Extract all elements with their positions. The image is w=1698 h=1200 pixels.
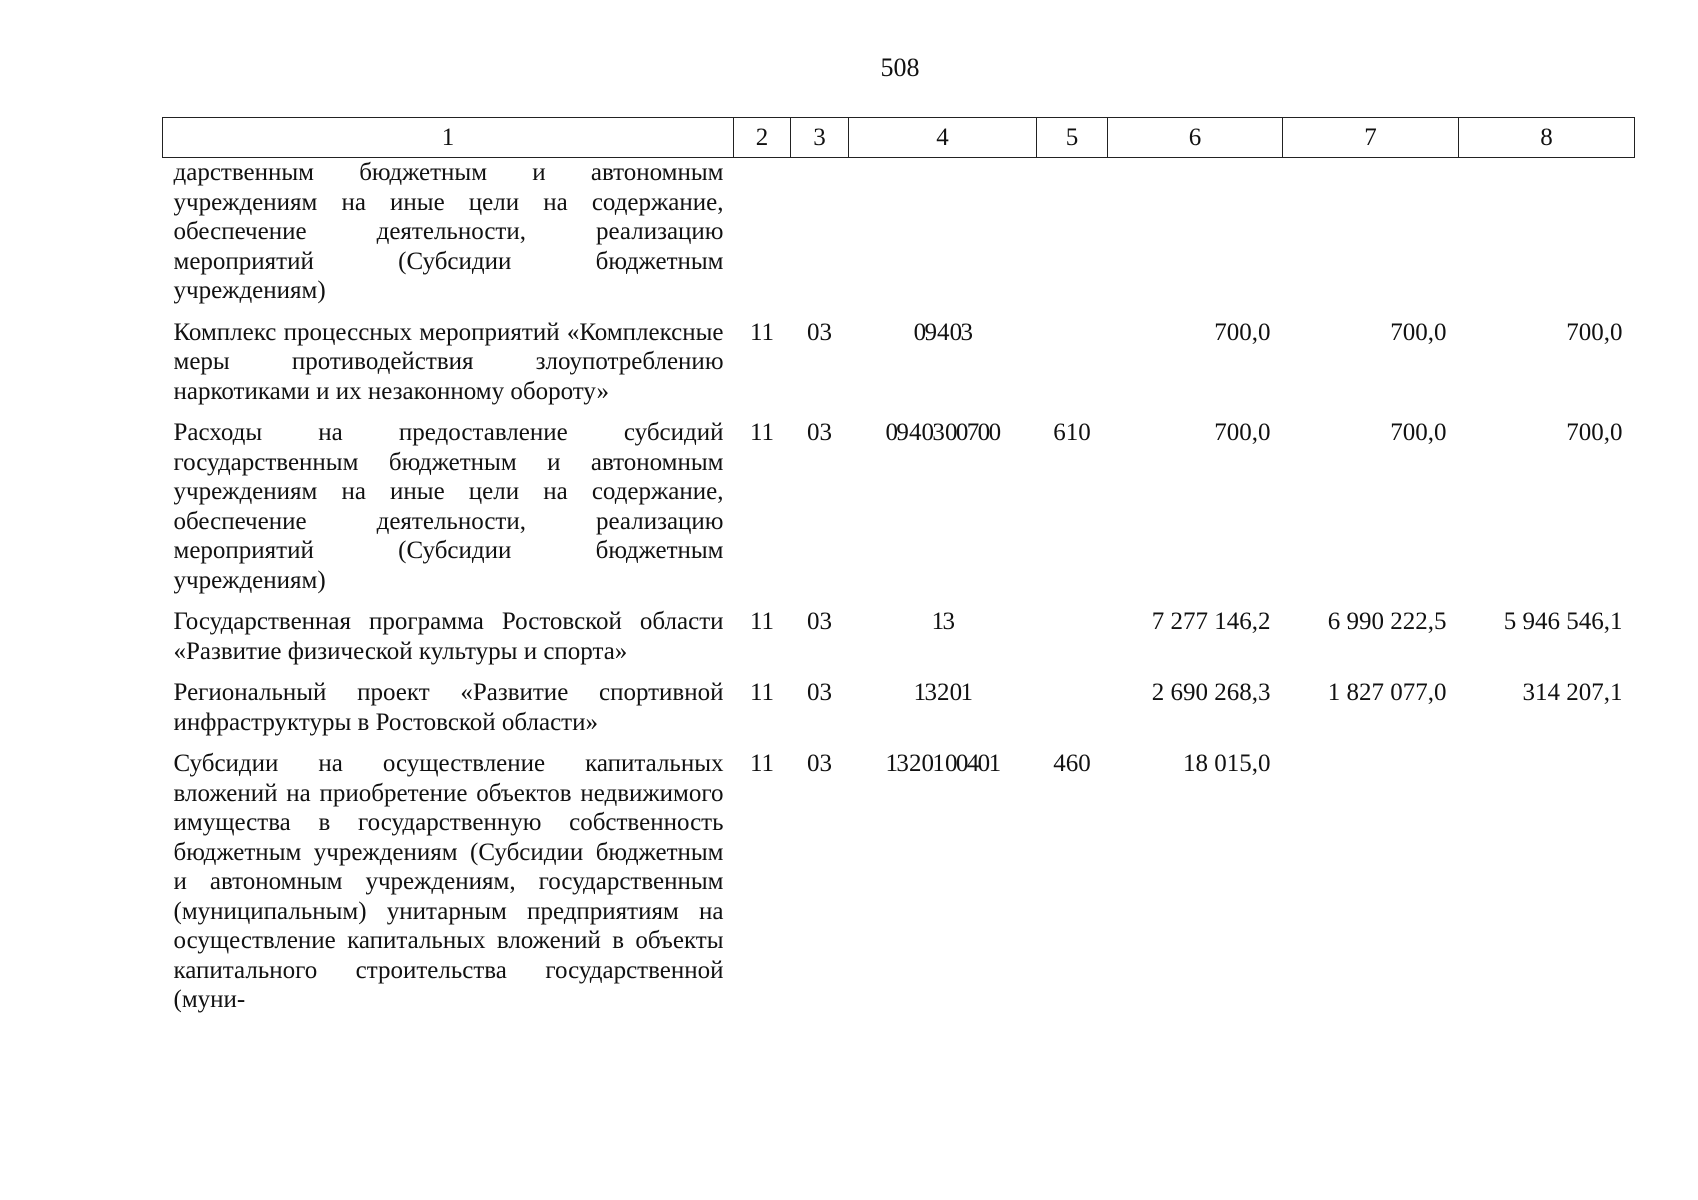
row-amount-year-1: 700,0: [1214, 419, 1271, 446]
row-expense-type: [1037, 318, 1108, 419]
header-col-2: 2: [734, 118, 791, 158]
row-amount-year-3: 700,0: [1566, 318, 1623, 346]
header-col-1: 1: [163, 118, 734, 158]
table-body: [163, 158, 1635, 1027]
row-expense-type: [1037, 678, 1108, 749]
row-amount-year-2: 700,0: [1390, 318, 1447, 346]
row-expense-type: 610: [1053, 419, 1091, 446]
row-amount-year-3: [1459, 158, 1635, 318]
row-description: Государственная программа Ростовской области «Развитие физической культуры и спорта»: [173, 608, 724, 665]
table-row: [163, 678, 1635, 749]
row-description: дарственным бюджетным и автономным учреждениям на иные цели на содержание, обеспечение деятельности, реализацию мероприятий (Субсидии бюджетным учреждениям): [173, 159, 724, 304]
row-description: Региональный проект «Развитие спортивной инфраструктуры в Ростовской области»: [173, 679, 724, 736]
table-row: [163, 607, 1635, 678]
table-row: [163, 749, 1635, 1027]
row-target-code: 09 4 03: [913, 318, 972, 346]
row-target-code: [849, 158, 1037, 318]
row-section: 11: [749, 679, 775, 706]
row-section: 11: [749, 419, 775, 446]
row-subsection: 03: [807, 608, 832, 635]
row-amount-year-3: [1459, 749, 1635, 1027]
table-header: [163, 118, 1635, 158]
page-number: 508: [880, 53, 920, 82]
row-subsection: 03: [807, 750, 832, 777]
row-amount-year-3: 5 946 546,1: [1503, 608, 1623, 635]
row-amount-year-3: 700,0: [1566, 419, 1623, 446]
header-col-5: 5: [1037, 118, 1108, 158]
header-row: [163, 118, 1635, 158]
budget-table: [162, 117, 1635, 1027]
row-amount-year-2: [1283, 158, 1459, 318]
row-description: Расходы на предоставление субсидий государственным бюджетным и автономным учреждениям на иные цели на содержание, обеспечение деятельности, реализацию мероприятий (Субсидии бюджетным учреждениям): [173, 419, 724, 594]
row-amount-year-1: [1108, 158, 1283, 318]
row-amount-year-1: 18 015,0: [1183, 750, 1271, 777]
table-row: [163, 418, 1635, 607]
table-row: [163, 158, 1635, 318]
row-target-code: 13: [931, 608, 954, 635]
row-amount-year-2: [1283, 749, 1459, 1027]
row-description: Субсидии на осуществление капитальных вложений на приобретение объектов недвижимого имущества в государственную собственность бюджетным учреждениям (Субсидии бюджетным и автономным учреждениям, государственным (муниципальным) унитарным предприятиям на осуществление капитальных вложений в объекты капитального строительства государственной (муни-: [173, 750, 724, 1013]
header-col-8: 8: [1459, 118, 1635, 158]
row-amount-year-1: 700,0: [1214, 318, 1271, 346]
row-section: 11: [749, 318, 775, 346]
row-section: [734, 158, 791, 318]
row-target-code: 09 4 03 00700: [885, 419, 1000, 446]
row-target-code: 13 2 01 00401: [885, 750, 1000, 777]
header-col-6: 6: [1108, 118, 1283, 158]
row-amount-year-2: 1 827 077,0: [1327, 679, 1447, 706]
row-expense-type: [1037, 607, 1108, 678]
table-row: [163, 318, 1635, 419]
row-subsection: 03: [807, 679, 832, 706]
row-subsection: 03: [807, 318, 832, 346]
row-section: 11: [749, 608, 775, 635]
row-subsection: [791, 158, 849, 318]
row-description: Комплекс процессных мероприятий «Комплексные меры противодействия злоупотреблению наркотиками и их незаконному обороту»: [173, 318, 724, 405]
row-expense-type: [1037, 158, 1108, 318]
header-col-4: 4: [849, 118, 1037, 158]
row-amount-year-2: 6 990 222,5: [1327, 608, 1447, 635]
header-col-3: 3: [791, 118, 849, 158]
row-subsection: 03: [807, 419, 832, 446]
row-section: 11: [749, 750, 775, 777]
row-target-code: 13 2 01: [913, 679, 972, 706]
row-expense-type: 460: [1053, 750, 1091, 777]
row-amount-year-2: 700,0: [1390, 419, 1447, 446]
row-amount-year-3: 314 207,1: [1522, 679, 1623, 706]
row-amount-year-1: 2 690 268,3: [1151, 679, 1271, 706]
header-col-7: 7: [1283, 118, 1459, 158]
row-amount-year-1: 7 277 146,2: [1151, 608, 1271, 635]
